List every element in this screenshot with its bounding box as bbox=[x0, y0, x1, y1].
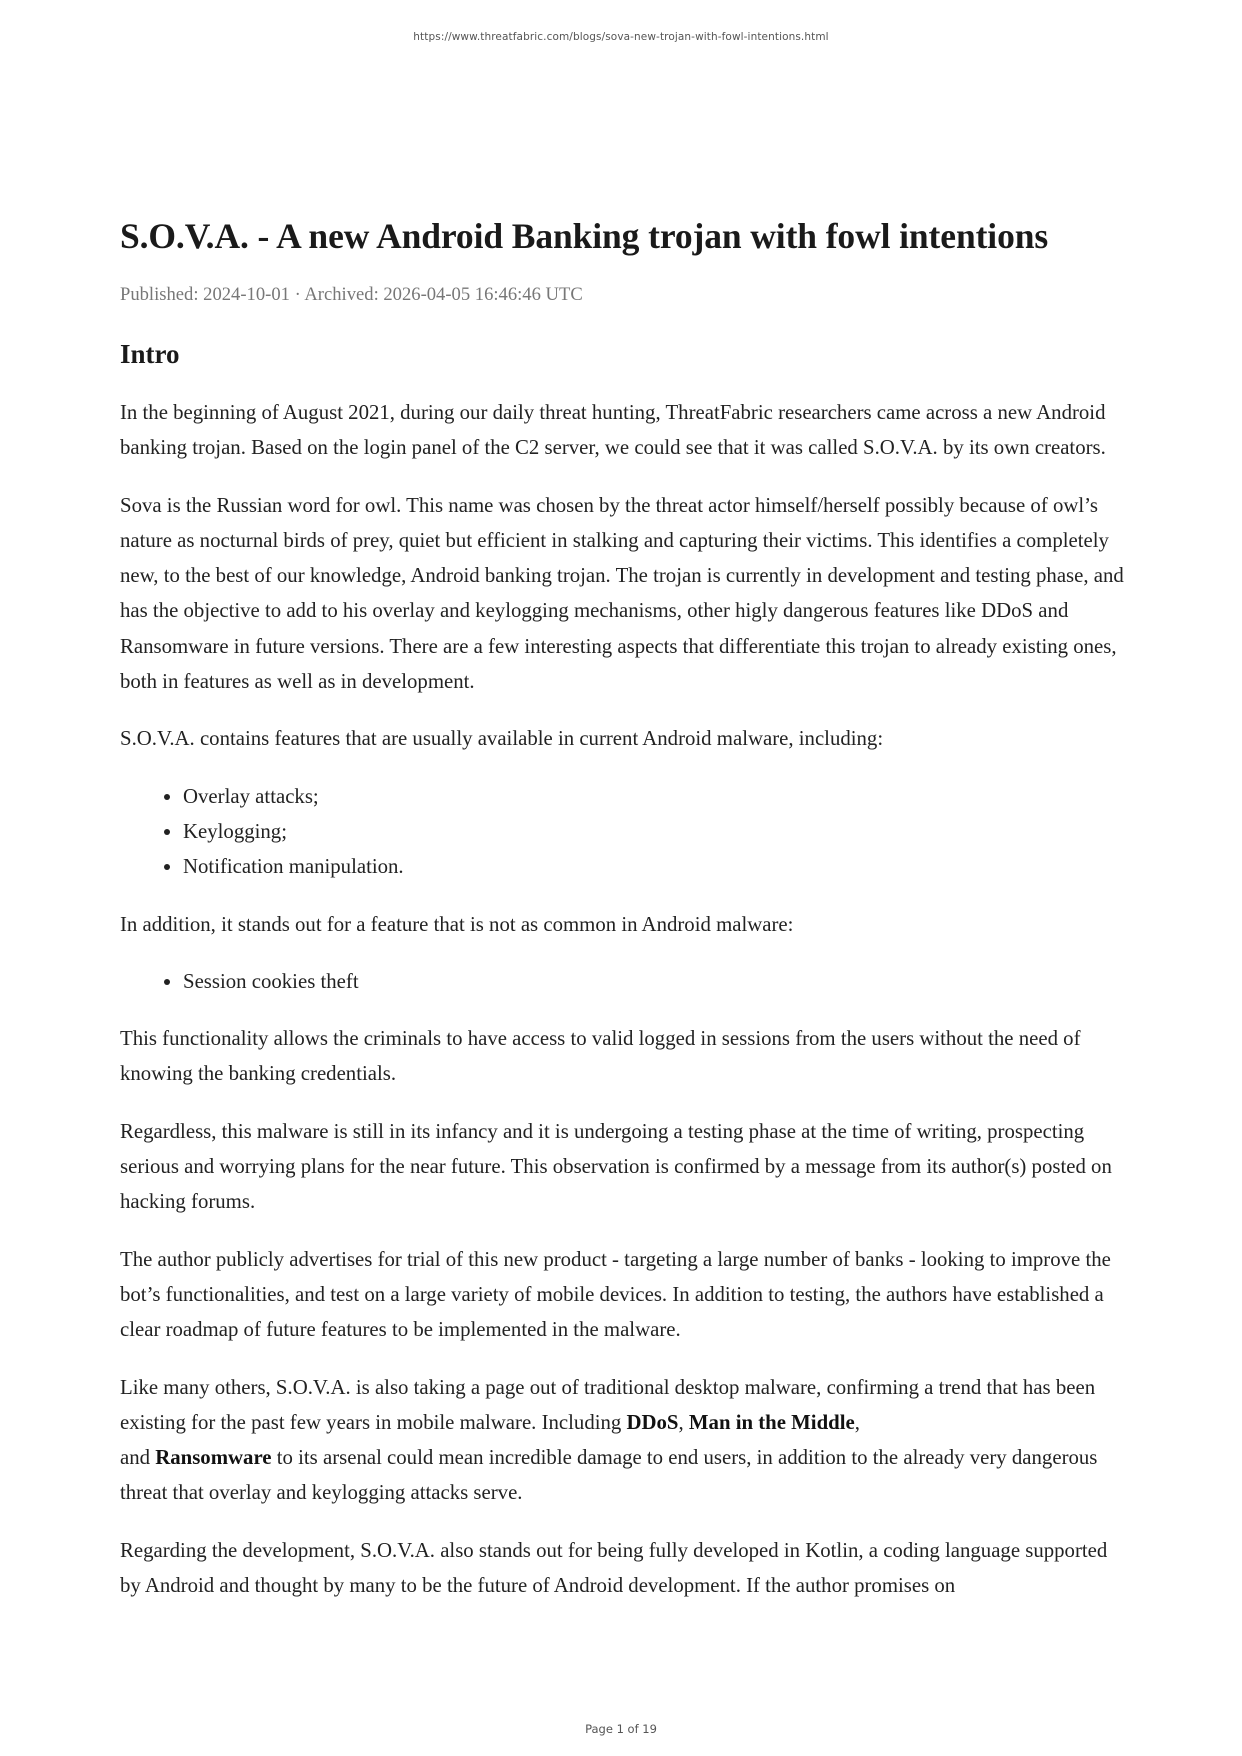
list-item: • Keylogging; bbox=[183, 814, 1130, 849]
article-content bbox=[120, 210, 1130, 1603]
paragraph-7: The author publicly advertises for trial of this new product - targeting a large number of banks - looking to improve the bot’s functionalities, and test on a large variety of mobile devices. In addition to testing, the authors have established a clear roadmap of future features to be implemented in the malware. bbox=[120, 1247, 1111, 1342]
features-list bbox=[120, 779, 1130, 885]
article-title: S.O.V.A. - A new Android Banking trojan with fowl intentions bbox=[120, 216, 1049, 256]
paragraph-4: In addition, it stands out for a feature that is not as common in Android malware: bbox=[120, 912, 794, 936]
list-item: • Overlay attacks; bbox=[183, 779, 1130, 814]
paragraph-8-text-3: to its arsenal could mean incredible damage to end users, in addition to the already very dangerous threat that overlay and keylogging attacks serve. bbox=[120, 1446, 1098, 1505]
paragraph-6: Regardless, this malware is still in its infancy and it is undergoing a testing phase at the time of writing, prospecting serious and worrying plans for the near future. This observation is confirmed by a message from its author(s) posted on hacking forums. bbox=[120, 1119, 1112, 1214]
separator-2: , bbox=[854, 1410, 860, 1434]
paragraph-2: Sova is the Russian word for owl. This name was chosen by the threat actor himself/herself possibly because of owl’s nature as nocturnal birds of prey, quiet but efficient in stalking and capturing their victims. This identifies a completely new, to the best of our knowledge, Android banking trojan. The trojan is currently in development and testing phase, and has the objective to add to his overlay and keylogging mechanisms, other higly dangerous features like DDoS and Ransomware in future versions. There are a few interesting aspects that differentiate this trojan to already existing ones, both in features as well as in development. bbox=[120, 493, 1124, 694]
uncommon-features-list bbox=[120, 964, 1130, 999]
paragraph-5: This functionality allows the criminals to have access to valid logged in sessions from the users without the need of knowing the banking credentials. bbox=[120, 1027, 1081, 1086]
bold-ddos: DDoS bbox=[626, 1410, 679, 1434]
paragraph-8-text-2: and bbox=[120, 1446, 156, 1470]
list-item: • Notification manipulation. bbox=[183, 849, 1130, 884]
bold-mitm: Man in the Middle bbox=[688, 1410, 855, 1434]
page-url-header: https://www.threatfabric.com/blogs/sova-new-trojan-with-fowl-intentions.html bbox=[413, 31, 829, 43]
paragraph-8-text-1: Like many others, S.O.V.A. is also taking a page out of traditional desktop malware, confirming a trend that has been existing for the past few years in mobile malware. Including bbox=[120, 1375, 1096, 1434]
section-heading-intro: Intro bbox=[120, 339, 180, 369]
paragraph-8 bbox=[120, 1370, 1130, 1511]
list-item: • Session cookies theft bbox=[183, 964, 1130, 999]
bold-ransomware: Ransomware bbox=[155, 1446, 272, 1470]
separator-1: , bbox=[678, 1410, 689, 1434]
page-number: Page 1 of 19 bbox=[585, 1722, 657, 1736]
paragraph-9: Regarding the development, S.O.V.A. also stands out for being fully developed in Kotlin, a coding language supported by Android and thought by many to be the future of Android development. If the author promises on bbox=[120, 1538, 1108, 1598]
paragraph-1: In the beginning of August 2021, during our daily threat hunting, ThreatFabric researchers came across a new Android banking trojan. Based on the login panel of the C2 server, we could see that it was called S.O.V.A. by its own creators. bbox=[120, 401, 1106, 460]
article-meta: Published: 2024-10-01 · Archived: 2026-04-05 16:46:46 UTC bbox=[120, 284, 583, 305]
paragraph-3: S.O.V.A. contains features that are usually available in current Android malware, including: bbox=[120, 727, 884, 751]
